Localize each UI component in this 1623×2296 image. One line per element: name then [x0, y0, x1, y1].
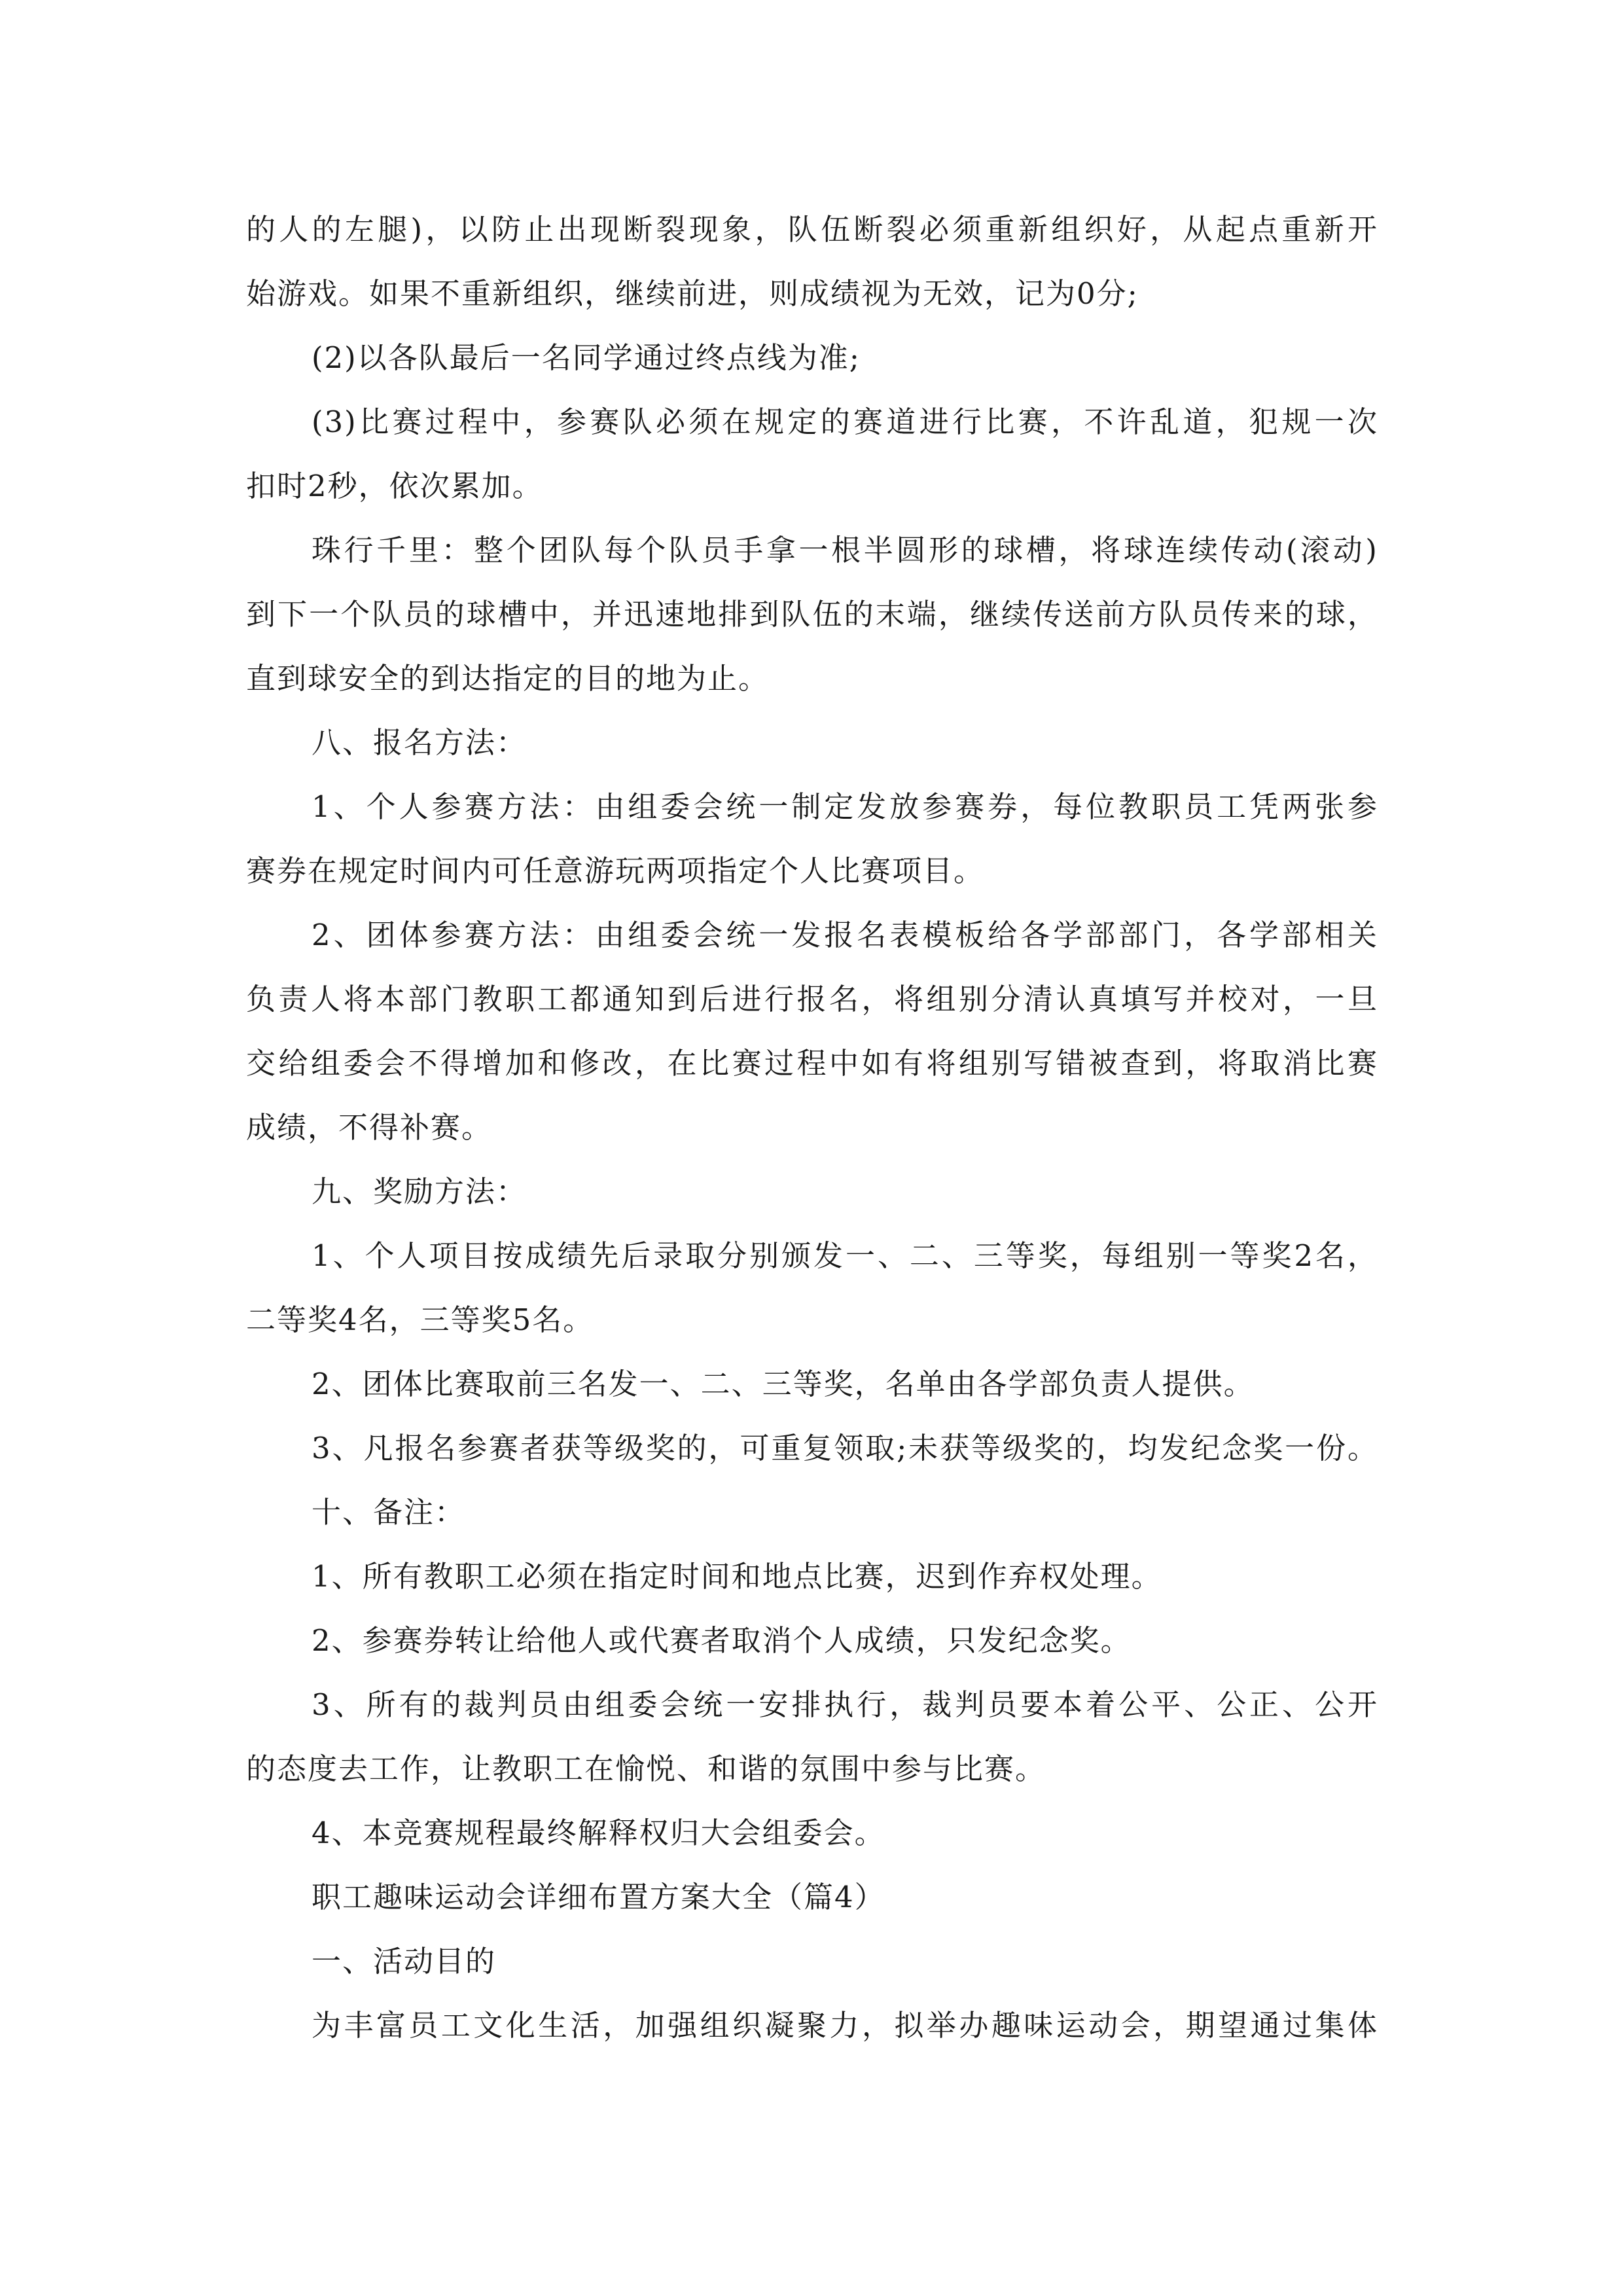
text-line: 八、报名方法：: [312, 725, 527, 760]
text-line: 交给组委会不得增加和修改，在比赛过程中如有将组别写错被查到，将取消比赛: [246, 1046, 1378, 1081]
text-line: 九、奖励方法：: [312, 1174, 527, 1209]
text-line: (3)比赛过程中，参赛队必须在规定的赛道进行比赛，不许乱道，犯规一次: [312, 404, 1378, 439]
text-line: 3、凡报名参赛者获等级奖的，可重复领取;未获等级奖的，均发纪念奖一份。: [312, 1431, 1378, 1465]
text-line: 珠行千里：整个团队每个队员手拿一根半圆形的球槽，将球连续传动(滚动): [312, 533, 1378, 567]
text-line: 1、所有教职工必须在指定时间和地点比赛，迟到作弃权处理。: [312, 1559, 1162, 1594]
text-line: 到下一个队员的球槽中，并迅速地排到队伍的末端，继续传送前方队员传来的球，: [246, 597, 1378, 632]
text-line: 成绩，不得补赛。: [246, 1110, 493, 1145]
document-body: [246, 198, 1378, 2058]
text-line: 始游戏。如果不重新组织，继续前进，则成绩视为无效，记为0分;: [246, 276, 1139, 311]
text-line: 直到球安全的到达指定的目的地为止。: [246, 661, 770, 696]
text-line: 为丰富员工文化生活，加强组织凝聚力，拟举办趣味运动会，期望通过集体: [312, 2008, 1378, 2043]
text-line: 负责人将本部门教职工都通知到后进行报名，将组别分清认真填写并校对，一旦: [246, 982, 1378, 1016]
text-line: 3、所有的裁判员由组委会统一安排执行，裁判员要本着公平、公正、公开: [312, 1687, 1378, 1722]
text-line: 1、个人参赛方法：由组委会统一制定发放参赛券，每位教职员工凭两张参: [312, 789, 1378, 824]
text-line: 二等奖4名，三等奖5名。: [246, 1302, 594, 1337]
text-line: 2、团体参赛方法：由组委会统一发报名表模板给各学部部门，各学部相关: [312, 918, 1378, 952]
text-line: 的态度去工作，让教职工在愉悦、和谐的氛围中参与比赛。: [246, 1751, 1046, 1786]
text-line: (2)以各队最后一名同学通过终点线为准;: [312, 340, 861, 375]
text-line: 一、活动目的: [312, 1944, 497, 1979]
text-line: 1、个人项目按成绩先后录取分别颁发一、二、三等奖，每组别一等奖2名，: [312, 1238, 1378, 1273]
text-line: 赛券在规定时间内可任意游玩两项指定个人比赛项目。: [246, 853, 985, 888]
text-line: 十、备注：: [312, 1495, 466, 1530]
text-line: 4、本竞赛规程最终解释权归大会组委会。: [312, 1816, 885, 1850]
text-line: 扣时2秒，依次累加。: [246, 469, 543, 503]
text-line: 的人的左腿)，以防止出现断裂现象，队伍断裂必须重新组织好，从起点重新开: [246, 212, 1378, 247]
text-line: 职工趣味运动会详细布置方案大全（篇4）: [312, 1880, 885, 1914]
text-line: 2、团体比赛取前三名发一、二、三等奖，名单由各学部负责人提供。: [312, 1367, 1255, 1401]
text-line: 2、参赛券转让给他人或代赛者取消个人成绩，只发纪念奖。: [312, 1623, 1132, 1658]
